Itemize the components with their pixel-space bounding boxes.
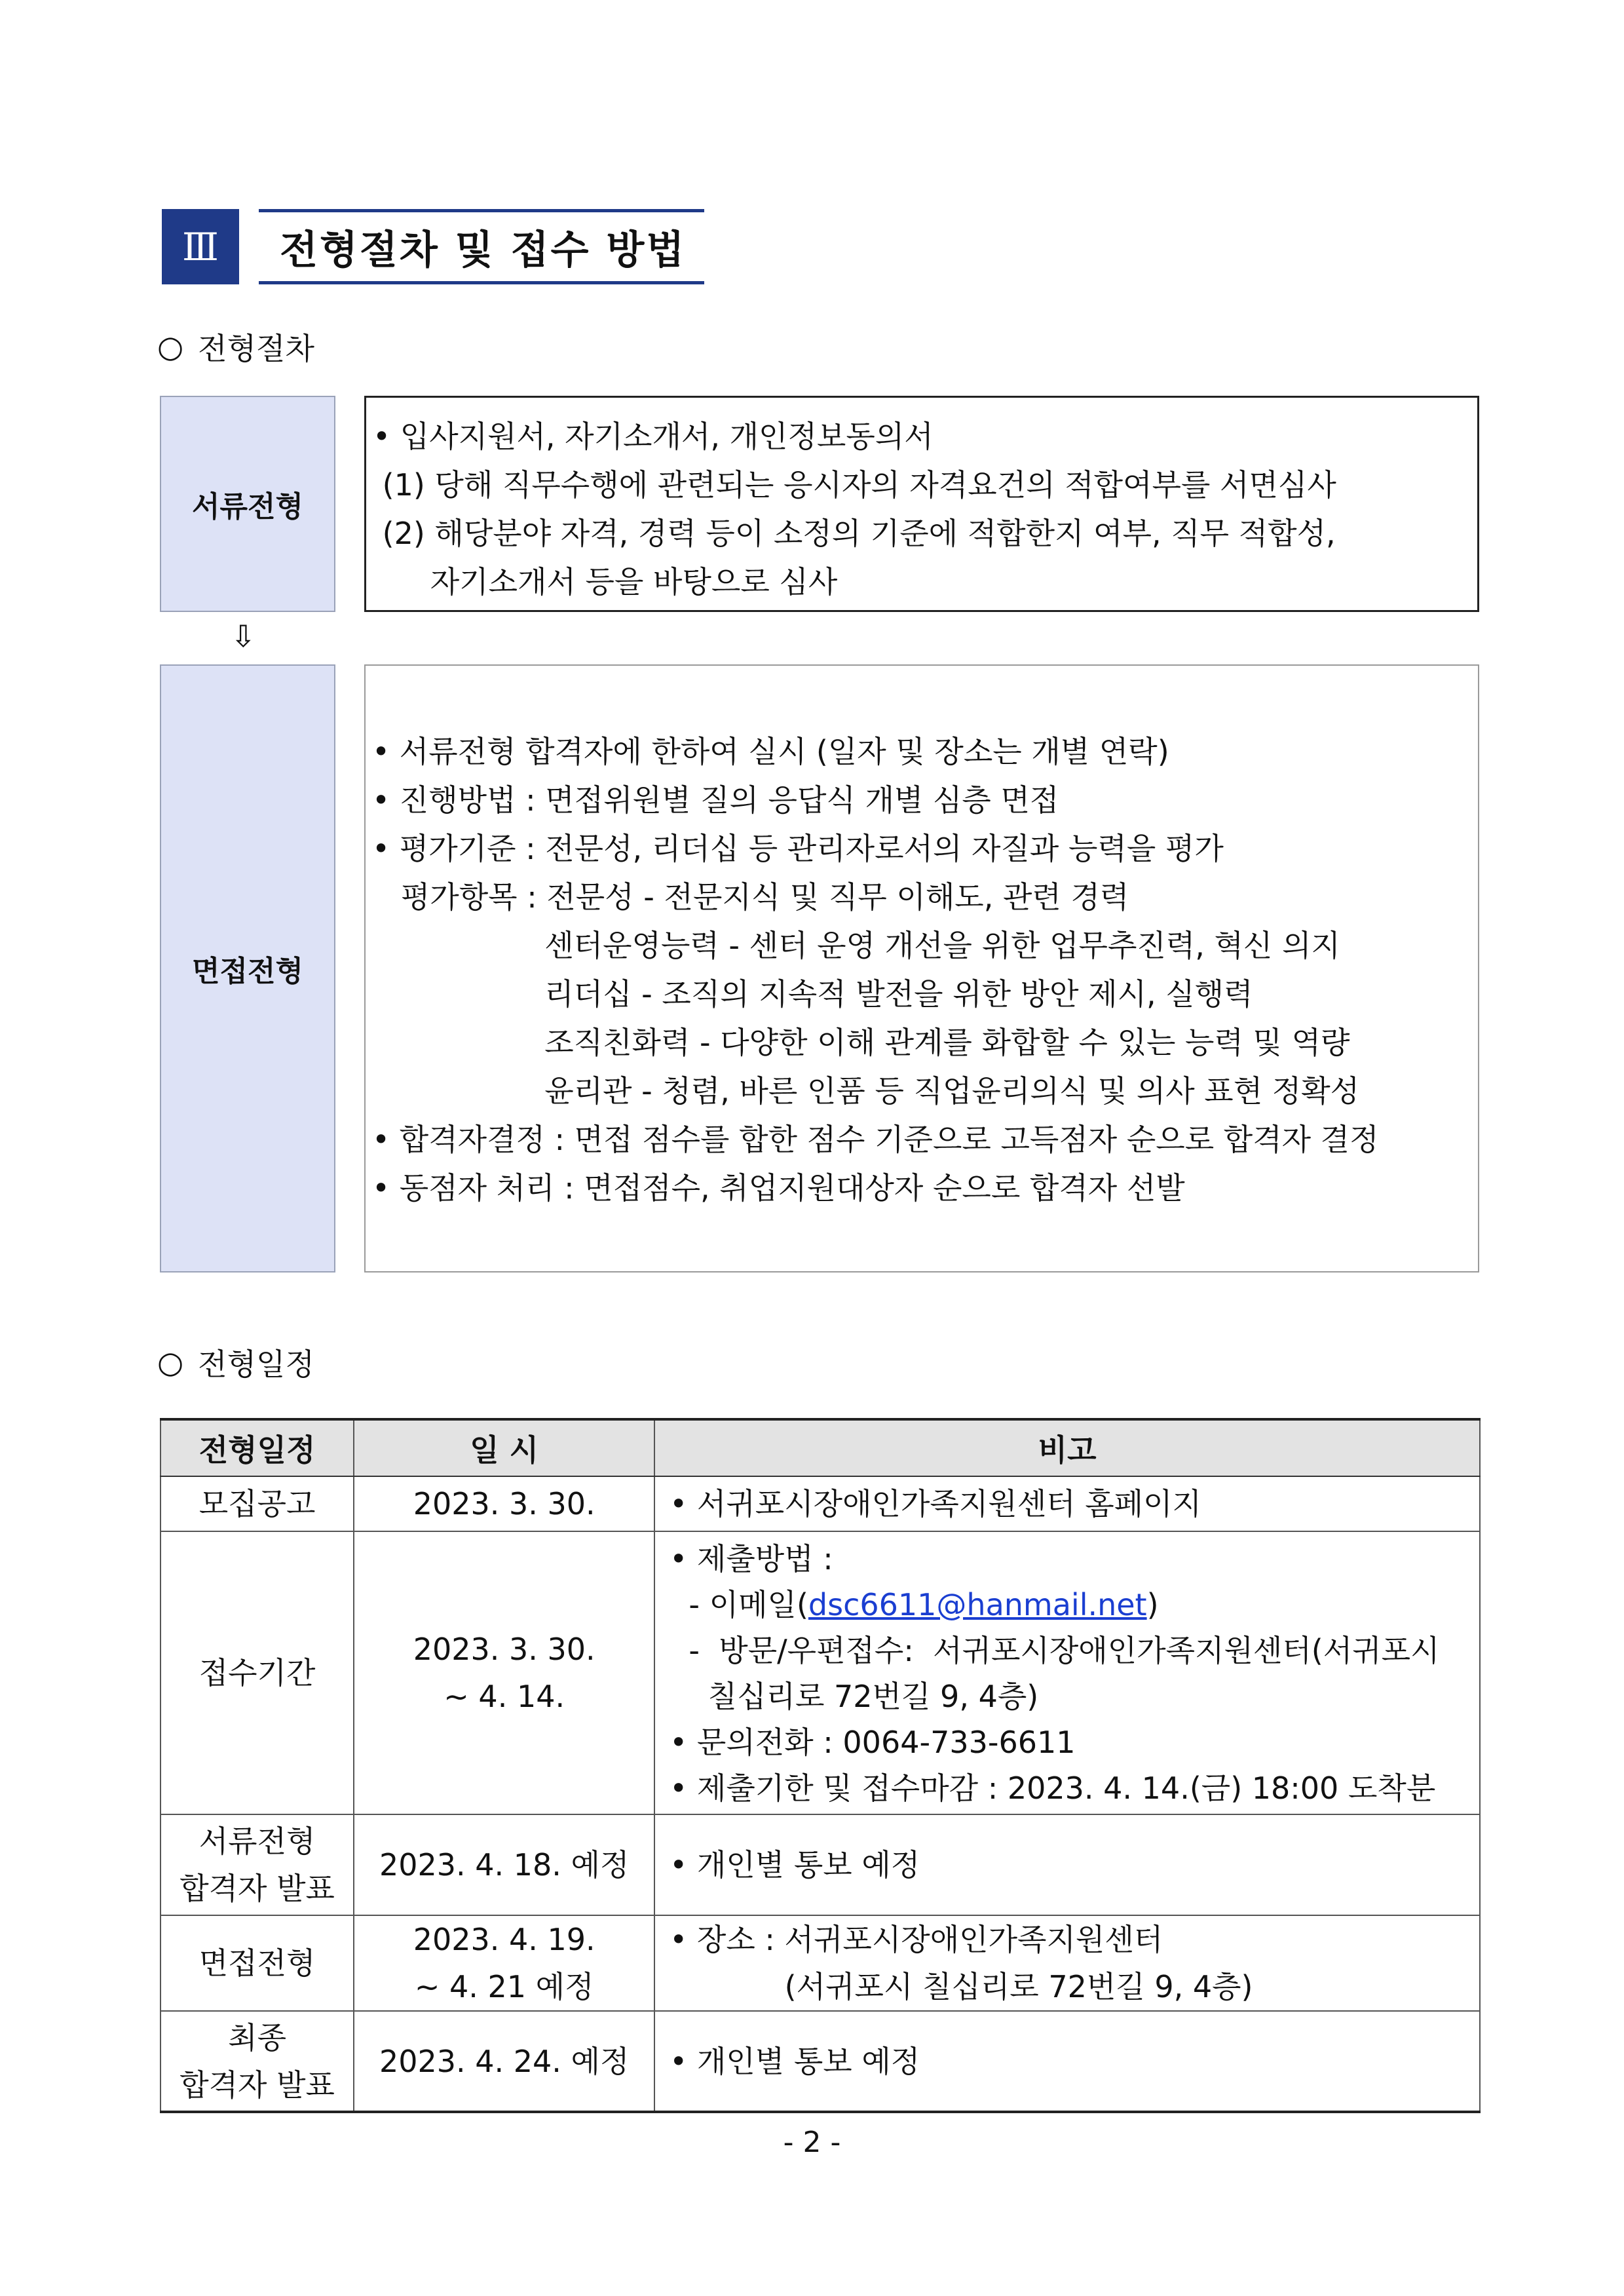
stage-body-interview bbox=[364, 664, 1479, 1272]
circle-bullet-icon: ○ bbox=[157, 1345, 184, 1380]
cell-date bbox=[354, 1531, 654, 1814]
email-line bbox=[670, 1582, 1479, 1628]
stage-line: 조직친화력 - 다양한 이해 관계를 화합할 수 있는 능력 및 역량 bbox=[372, 1025, 1350, 1060]
cell-text: 합격자 발표 bbox=[179, 1871, 335, 1906]
procedure-heading bbox=[157, 325, 314, 368]
circle-bullet-icon: ○ bbox=[157, 329, 184, 364]
table-row bbox=[161, 1814, 1480, 1915]
table-row bbox=[161, 1915, 1480, 2011]
cell-text: 최종 bbox=[228, 2019, 287, 2056]
cell-stage bbox=[161, 2011, 354, 2112]
cell-text: • 제출방법 : bbox=[670, 1541, 833, 1577]
page-number: - 2 - bbox=[783, 2126, 841, 2159]
email-label: - 이메일( bbox=[670, 1587, 808, 1622]
cell-text: 면접전형 bbox=[198, 1945, 316, 1981]
cell-date bbox=[354, 1476, 654, 1531]
email-link[interactable]: dsc6611@hanmail.net bbox=[808, 1587, 1147, 1622]
column-header-date: 일 시 bbox=[354, 1419, 654, 1476]
cell-text: - 방문/우편접수: 서귀포시장애인가족지원센터(서귀포시 bbox=[670, 1633, 1440, 1668]
schedule-heading bbox=[157, 1341, 314, 1384]
table-row bbox=[161, 1531, 1480, 1814]
cell-text: ~ 4. 21 예정 bbox=[414, 1969, 594, 2004]
table-row bbox=[161, 2011, 1480, 2112]
stage-line: • 진행방법 : 면접위원별 질의 응답식 개별 심층 면접 bbox=[372, 782, 1059, 818]
cell-text: 2023. 4. 18. 예정 bbox=[379, 1847, 630, 1883]
procedure-heading-label: 전형절차 bbox=[198, 331, 314, 366]
column-header-note: 비고 bbox=[654, 1419, 1480, 1476]
stage-label-document: 서류전형 bbox=[160, 396, 335, 612]
cell-text: • 개인별 통보 예정 bbox=[670, 2043, 920, 2079]
cell-text: • 문의전화 : 0064-733-6611 bbox=[670, 1725, 1076, 1760]
cell-text: • 서귀포시장애인가족지원센터 홈페이지 bbox=[670, 1486, 1201, 1521]
cell-text: 2023. 4. 19. bbox=[413, 1922, 595, 1957]
stage-line: 자기소개서 등을 바탕으로 심사 bbox=[373, 564, 838, 600]
stage-line: 평가항목 : 전문성 - 전문지식 및 직무 이해도, 관련 경력 bbox=[372, 879, 1129, 915]
stage-label-interview: 면접전형 bbox=[160, 664, 335, 1272]
cell-text: 2023. 4. 24. 예정 bbox=[379, 2043, 630, 2079]
stage-line: 리더십 - 조직의 지속적 발전을 위한 방안 제시, 실행력 bbox=[372, 976, 1253, 1012]
cell-text: • 개인별 통보 예정 bbox=[670, 1847, 920, 1883]
stage-line: • 동점자 처리 : 면접점수, 취업지원대상자 순으로 합격자 선발 bbox=[372, 1170, 1185, 1206]
cell-text: 2023. 3. 30. bbox=[413, 1632, 595, 1667]
cell-note bbox=[654, 1915, 1480, 2011]
column-header-stage: 전형일정 bbox=[161, 1419, 354, 1476]
cell-text: 모집공고 bbox=[198, 1486, 316, 1521]
section-title: 전형절차 및 접수 방법 bbox=[259, 209, 704, 284]
cell-stage bbox=[161, 1476, 354, 1531]
stage-line: • 입사지원서, 자기소개서, 개인정보동의서 bbox=[373, 419, 934, 454]
cell-note bbox=[654, 1476, 1480, 1531]
stage-line: • 평가기준 : 전문성, 리더십 등 관리자로서의 자질과 능력을 평가 bbox=[372, 831, 1224, 866]
cell-text: • 장소 : 서귀포시장애인가족지원센터 bbox=[670, 1922, 1163, 1957]
cell-text: 서류전형 bbox=[198, 1824, 316, 1859]
cell-text: 접수기간 bbox=[198, 1655, 316, 1691]
cell-text: 2023. 3. 30. bbox=[413, 1486, 595, 1521]
cell-text: 합격자 발표 bbox=[179, 2067, 335, 2103]
cell-stage bbox=[161, 1814, 354, 1915]
cell-note bbox=[654, 1814, 1480, 1915]
down-arrow-icon: ⇩ bbox=[231, 619, 256, 654]
stage-line: 센터운영능력 - 센터 운영 개선을 위한 업무추진력, 혁신 의지 bbox=[372, 928, 1340, 963]
stage-line: 윤리관 - 청렴, 바른 인품 등 직업윤리의식 및 의사 표현 정확성 bbox=[372, 1073, 1360, 1109]
cell-text: (서귀포시 칠십리로 72번길 9, 4층) bbox=[670, 1969, 1253, 2004]
email-suffix: ) bbox=[1146, 1587, 1159, 1622]
section-number: Ⅲ bbox=[162, 209, 239, 284]
cell-text: 칠십리로 72번길 9, 4층) bbox=[670, 1679, 1039, 1714]
schedule-heading-label: 전형일정 bbox=[198, 1347, 314, 1382]
stage-line: • 합격자결정 : 면접 점수를 합한 점수 기준으로 고득점자 순으로 합격자 결정 bbox=[372, 1122, 1379, 1157]
schedule-table bbox=[160, 1418, 1481, 2113]
cell-stage bbox=[161, 1915, 354, 2011]
cell-note bbox=[654, 1531, 1480, 1814]
cell-stage bbox=[161, 1531, 354, 1814]
cell-date bbox=[354, 1915, 654, 2011]
stage-line: (1) 당해 직무수행에 관련되는 응시자의 자격요건의 적합여부를 서면심사 bbox=[373, 467, 1336, 503]
table-row bbox=[161, 1476, 1480, 1531]
note-block bbox=[670, 1532, 1479, 1814]
cell-date bbox=[354, 2011, 654, 2112]
stage-line: • 서류전형 합격자에 한하여 실시 (일자 및 장소는 개별 연락) bbox=[372, 734, 1169, 769]
stage-line: (2) 해당분야 자격, 경력 등이 소정의 기준에 적합한지 여부, 직무 적합성, bbox=[373, 516, 1336, 551]
cell-text: • 제출기한 및 접수마감 : 2023. 4. 14.(금) 18:00 도착분 bbox=[670, 1770, 1436, 1806]
stage-body-document bbox=[364, 396, 1479, 612]
table-header-row bbox=[161, 1419, 1480, 1476]
cell-note bbox=[654, 2011, 1480, 2112]
cell-text: ~ 4. 14. bbox=[444, 1679, 565, 1714]
cell-date bbox=[354, 1814, 654, 1915]
